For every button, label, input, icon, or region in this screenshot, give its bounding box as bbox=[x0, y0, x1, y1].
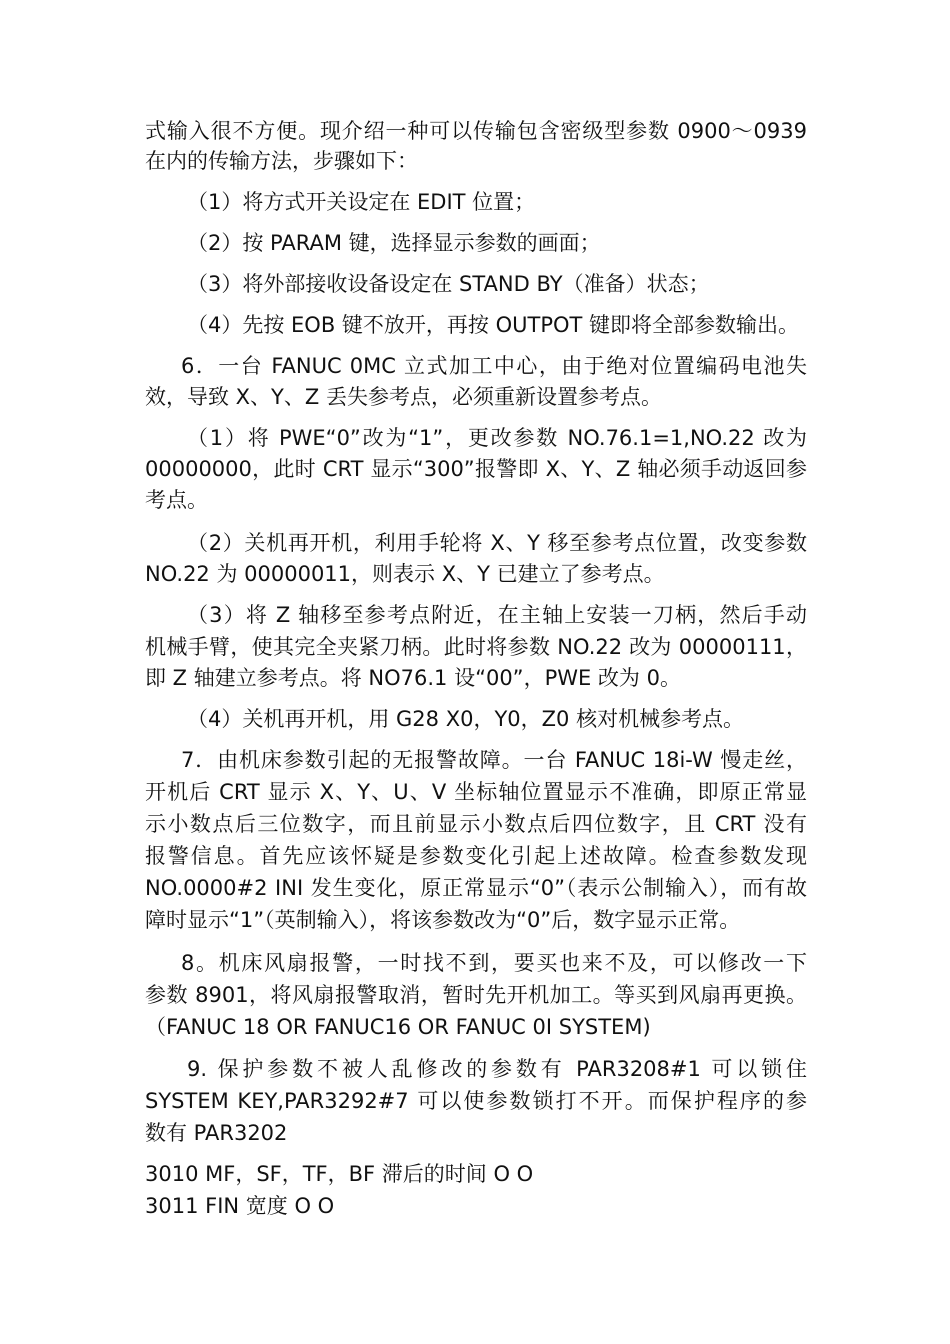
text-line: （1）将方式开关设定在 EDIT 位置； bbox=[187, 190, 536, 214]
text-line: 式输入很不方便。现介绍一种可以传输包含密级型参数 0900～0939 bbox=[145, 119, 807, 143]
text-line: 开机后 CRT 显示 X、Y、U、V 坐标轴位置显示不准确，即原正常显 bbox=[145, 780, 807, 804]
text-line: 6．一台 FANUC 0MC 立式加工中心，由于绝对位置编码电池失 bbox=[181, 354, 807, 378]
text-line: 报警信息。首先应该怀疑是参数变化引起上述故障。检查参数发现 bbox=[145, 844, 807, 868]
text-line: 7．由机床参数引起的无报警故障。一台 FANUC 18i-W 慢走丝， bbox=[181, 748, 807, 772]
text-line: 数有 PAR3202 bbox=[145, 1121, 288, 1145]
text-line: NO.0000#2 INI 发生变化，原正常显示“0”（表示公制输入），而有故 bbox=[145, 876, 807, 900]
text-line: NO.22 为 00000011，则表示 X、Y 已建立了参考点。 bbox=[145, 562, 665, 586]
text-line: 效，导致 X、Y、Z 丢失参考点，必须重新设置参考点。 bbox=[145, 385, 662, 409]
text-line: 3010 MF，SF，TF，BF 滞后的时间 O O bbox=[145, 1162, 534, 1186]
text-line: （FANUC 18 OR FANUC16 OR FANUC 0I SYSTEM) bbox=[145, 1015, 651, 1039]
text-line: 9. 保护参数不被人乱修改的参数有 PAR3208#1 可以锁住 bbox=[187, 1057, 807, 1081]
text-line: 考点。 bbox=[145, 488, 208, 512]
text-line: 参数 8901，将风扇报警取消，暂时先开机加工。等买到风扇再更换。 bbox=[145, 983, 807, 1007]
text-line: （2）按 PARAM 键，选择显示参数的画面； bbox=[187, 231, 601, 255]
text-line: 障时显示“1”（英制输入），将该参数改为“0”后，数字显示正常。 bbox=[145, 908, 741, 932]
text-line: 3011 FIN 宽度 O O bbox=[145, 1194, 335, 1218]
text-line: 8。机床风扇报警，一时找不到，要买也来不及，可以修改一下 bbox=[181, 951, 807, 975]
text-line: 示小数点后三位数字，而且前显示小数点后四位数字，且 CRT 没有 bbox=[145, 812, 807, 836]
text-line: （4）先按 EOB 键不放开，再按 OUTPOT 键即将全部参数输出。 bbox=[187, 313, 800, 337]
text-line: （2）关机再开机，利用手轮将 X、Y 移至参考点位置，改变参数 bbox=[187, 531, 807, 555]
text-line: （4）关机再开机，用 G28 X0，Y0，Z0 核对机械参考点。 bbox=[187, 707, 745, 731]
text-line: （3）将 Z 轴移至参考点附近，在主轴上安装一刀柄，然后手动 bbox=[187, 603, 807, 627]
text-line: （1）将 PWE“0”改为“1”，更改参数 NO.76.1=1,NO.22 改为 bbox=[187, 426, 807, 450]
text-line: 00000000，此时 CRT 显示“300”报警即 X、Y、Z 轴必须手动返回参 bbox=[145, 457, 807, 481]
text-line: 在内的传输方法，步骤如下： bbox=[145, 149, 418, 173]
text-line: SYSTEM KEY,PAR3292#7 可以使参数锁打不开。而保护程序的参 bbox=[145, 1089, 807, 1113]
text-line: 即 Z 轴建立参考点。将 NO76.1 设“00”，PWE 改为 0。 bbox=[145, 666, 681, 690]
text-line: 机械手臂，使其完全夹紧刀柄。此时将参数 NO.22 改为 00000111， bbox=[145, 635, 807, 659]
text-line: （3）将外部接收设备设定在 STAND BY（准备）状态； bbox=[187, 272, 710, 296]
